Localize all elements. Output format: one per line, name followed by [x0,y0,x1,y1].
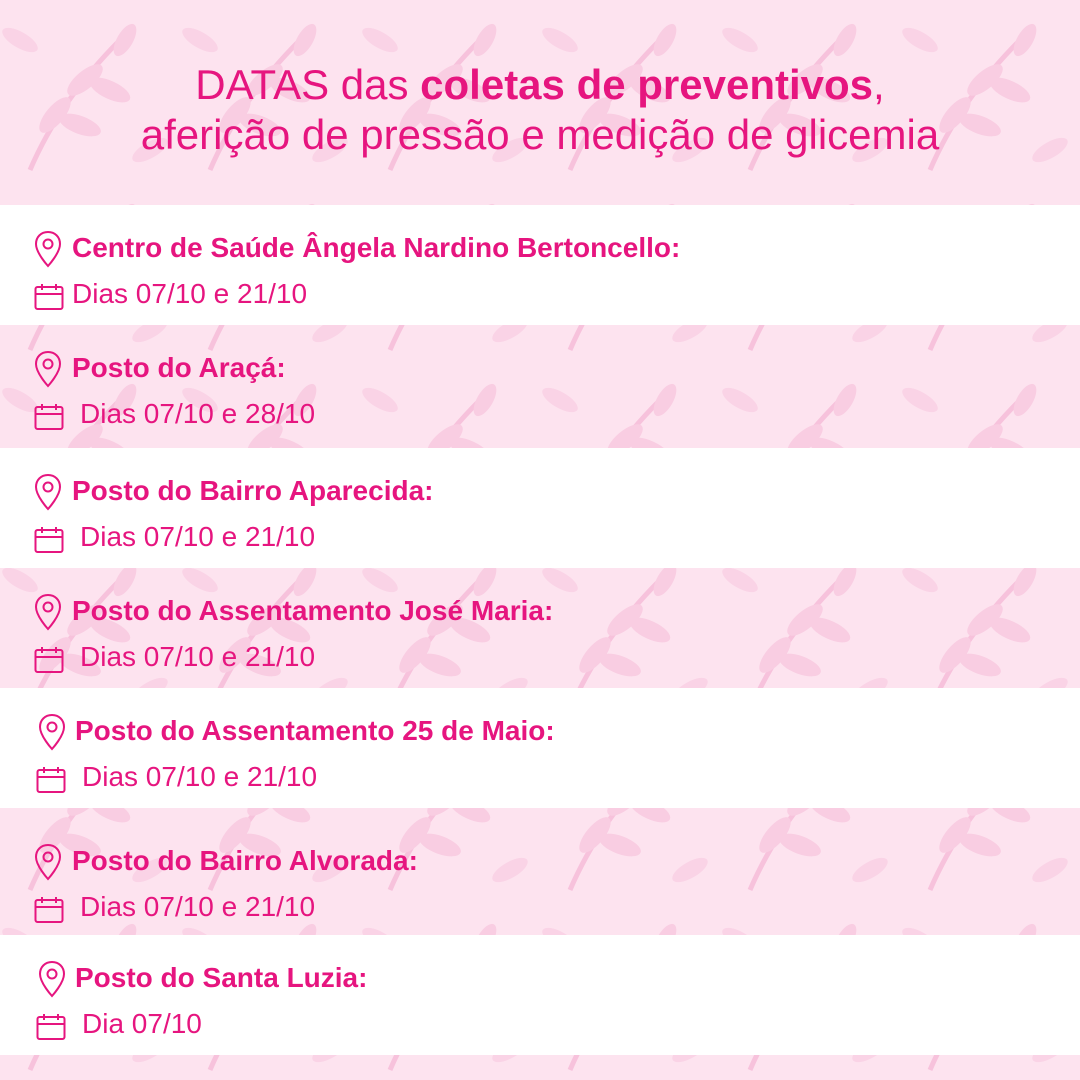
map-pin-icon [34,350,62,388]
page-header [0,60,1080,160]
header-suffix: , [873,61,885,108]
location-row-6 [0,818,1080,938]
location-name: Posto do Bairro Aparecida: [72,475,434,506]
location-dates: Dias 07/10 e 21/10 [82,761,318,792]
location-dates: Dias 07/10 e 28/10 [80,398,316,429]
map-pin-icon [34,843,62,881]
header-line-2: aferição de pressão e medição de glicemia [140,111,940,158]
header-highlight: coletas de preventivos [420,61,874,108]
map-pin-icon [38,960,66,998]
map-pin-icon [38,713,66,751]
calendar-icon [36,766,66,794]
location-dates: Dias 07/10 e 21/10 [80,521,316,552]
location-name: Posto do Araçá: [72,352,286,383]
location-row-4 [0,568,1080,688]
location-name: Posto do Assentamento José Maria: [72,595,554,626]
calendar-icon [34,403,64,431]
location-dates: Dias 07/10 e 21/10 [80,641,316,672]
location-name: Posto do Santa Luzia: [75,962,368,993]
location-row-5 [0,688,1080,808]
location-row-2 [0,325,1080,445]
map-pin-icon [34,473,62,511]
calendar-icon [34,646,64,674]
location-row-7 [0,935,1080,1055]
calendar-icon [34,896,64,924]
location-name: Posto do Assentamento 25 de Maio: [75,715,555,746]
location-dates: Dias 07/10 e 21/10 [80,891,316,922]
location-row-3 [0,448,1080,568]
calendar-icon [34,526,64,554]
location-name: Posto do Bairro Alvorada: [72,845,418,876]
location-row-1 [0,205,1080,325]
location-name: Centro de Saúde Ângela Nardino Bertoncello: [72,232,681,263]
location-dates: Dia 07/10 [82,1008,202,1039]
calendar-icon [34,283,64,311]
location-dates: Dias 07/10 e 21/10 [72,278,308,309]
map-pin-icon [34,593,62,631]
map-pin-icon [34,230,62,268]
calendar-icon [36,1013,66,1041]
header-prefix: DATAS das [195,61,421,108]
header-line-1 [0,60,1080,110]
